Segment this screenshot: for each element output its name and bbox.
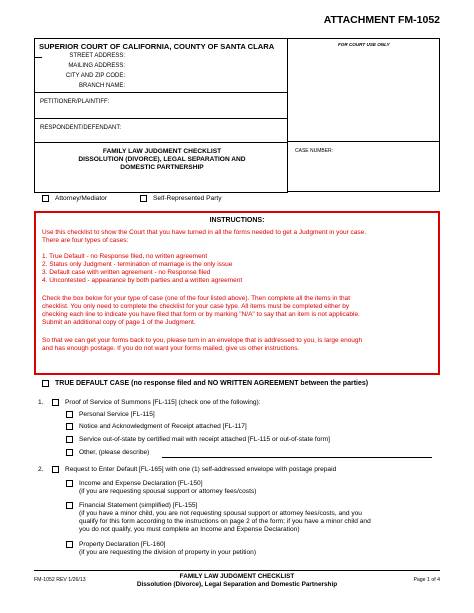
form-title-line-2: DISSOLUTION (DIVORCE), LEGAL SEPARATION AND — [78, 156, 246, 163]
footer-form-rev: FM-1052 REV 1/26/13 — [34, 577, 86, 583]
intro-line-2: There are four types of cases: — [42, 237, 129, 244]
court-name: SUPERIOR COURT OF CALIFORNIA, COUNTY OF SANTA CLARA — [39, 42, 275, 51]
section-heading: TRUE DEFAULT CASE (no response filed and NO WRITTEN AGREEMENT between the parties) — [55, 380, 369, 387]
intro-line-1: Use this checklist to show the Court that you have turned in all the forms needed to get a Judgment in your case. — [42, 229, 367, 236]
financial-statement-label: Financial Statement (simplified) [FL-155] — [79, 502, 198, 509]
item2-number: 2. — [38, 466, 44, 473]
divider — [35, 92, 287, 93]
footer-title — [0, 573, 474, 590]
out-of-state-label: Service out-of-state by certified mail with receipt attached [FL-115 or out-of-state form] — [79, 436, 330, 443]
case-type-1: 1. True Default - no Response filed, no written agreement — [42, 253, 208, 260]
court-use-box — [288, 38, 440, 142]
para2-line-3: checking each line to indicate you have filed that form or by marking "N/A" to say that an item is not applicable. — [42, 311, 360, 318]
financial-statement-note-1: (if you have a minor child, you are not requesting spousal support or attorney fees/costs, and you — [79, 510, 362, 517]
self-represented-label: Self-Represented Party — [153, 195, 222, 202]
personal-service-checkbox[interactable] — [66, 411, 73, 418]
case-type-2: 2. Status only Judgment - termination of marriage is the only issue — [42, 261, 233, 268]
income-expense-label: Income and Expense Declaration [FL-150] — [79, 480, 203, 487]
attorney-label: Attorney/Mediator — [55, 195, 108, 202]
item1-text: Proof of Service of Summons [FL-115] (check one of the following): — [65, 399, 261, 406]
case-type-4: 4. Uncontested - appearance by both parties and a written agreement — [42, 277, 243, 284]
personal-service-label: Personal Service [FL-115] — [79, 411, 155, 418]
property-declaration-label: Property Declaration [FL-160] — [79, 541, 166, 548]
property-declaration-note: (if you are requesting the division of property in your petition) — [79, 549, 257, 556]
other-service-checkbox[interactable] — [66, 449, 73, 456]
case-type-3: 3. Default case with written agreement - no Response filed — [42, 269, 211, 276]
instructions-box — [34, 211, 440, 375]
instructions-title: INSTRUCTIONS: — [209, 217, 265, 224]
item1-number: 1. — [38, 399, 44, 406]
footer-rule — [34, 570, 440, 571]
respondent-label: RESPONDENT/DEFENDANT: — [40, 125, 122, 131]
divider — [35, 118, 287, 119]
financial-statement-checkbox[interactable] — [66, 502, 73, 509]
item2-text: Request to Enter Default [FL-165] with one (1) self-addressed envelope with postage prepaid — [65, 466, 337, 473]
footer-page-number: Page 1 of 4 — [413, 577, 440, 583]
true-default-checkbox[interactable] — [42, 380, 49, 387]
para2-line-1: Check the box below for your type of case (one of the four listed above). Then complete all the items in that — [42, 295, 351, 302]
branch-name-label: BRANCH NAME: — [78, 83, 125, 89]
case-number-label: CASE NUMBER: — [295, 148, 334, 154]
out-of-state-checkbox[interactable] — [66, 436, 73, 443]
court-header-box — [34, 38, 288, 193]
attorney-checkbox[interactable] — [42, 195, 49, 202]
mailing-address-label: MAILING ADDRESS: — [68, 63, 125, 69]
petitioner-label: PETITIONER/PLAINTIFF: — [40, 99, 110, 105]
para2-line-2: checklist. You only need to complete the checklist for your case type. All items must be completed either by — [42, 303, 350, 310]
street-address-label: STREET ADDRESS: — [69, 53, 125, 59]
corner-mark — [34, 57, 42, 58]
financial-statement-note-2: qualify for this form according to the instructions on page 2 of the form; if you have a minor child and — [79, 518, 371, 525]
self-represented-checkbox[interactable] — [140, 195, 147, 202]
form-title-line-3: DOMESTIC PARTNERSHIP — [120, 164, 204, 171]
notice-ack-checkbox[interactable] — [66, 423, 73, 430]
income-expense-checkbox[interactable] — [66, 480, 73, 487]
notice-ack-label: Notice and Acknowledgment of Receipt attached [FL-117] — [79, 423, 247, 430]
court-use-label: FOR COURT USE ONLY — [338, 42, 390, 47]
footer-title-line-1: FAMILY LAW JUDGMENT CHECKLIST — [179, 573, 295, 580]
other-describe-line[interactable] — [162, 457, 432, 458]
item2-checkbox[interactable] — [52, 466, 59, 473]
para3-line-2: and has enough postage. If you do not want your forms mailed, give us other instructions. — [42, 345, 300, 352]
other-service-label: Other, (please describe) — [79, 449, 150, 456]
divider — [35, 142, 287, 143]
case-number-box — [288, 142, 440, 192]
para3-line-1: So that we can get your forms back to you, please turn in an envelope that is addressed to you, is large enough — [42, 337, 363, 344]
financial-statement-note-3: you do not qualify, you must complete an Income and Expense Declaration) — [79, 526, 300, 533]
form-title-line-1: FAMILY LAW JUDGMENT CHECKLIST — [102, 148, 222, 155]
form-id: ATTACHMENT FM-1052 — [323, 14, 440, 26]
footer-title-line-2: Dissolution (Divorce), Legal Separation and Domestic Partnership — [136, 581, 338, 589]
para2-line-4: Submit an additional copy of page 1 of the Judgment. — [42, 319, 196, 326]
city-zip-label: CITY AND ZIP CODE: — [65, 73, 125, 79]
property-declaration-checkbox[interactable] — [66, 541, 73, 548]
item1-checkbox[interactable] — [52, 399, 59, 406]
income-expense-note: (if you are requesting spousal support or attorney fees/costs) — [79, 488, 257, 495]
